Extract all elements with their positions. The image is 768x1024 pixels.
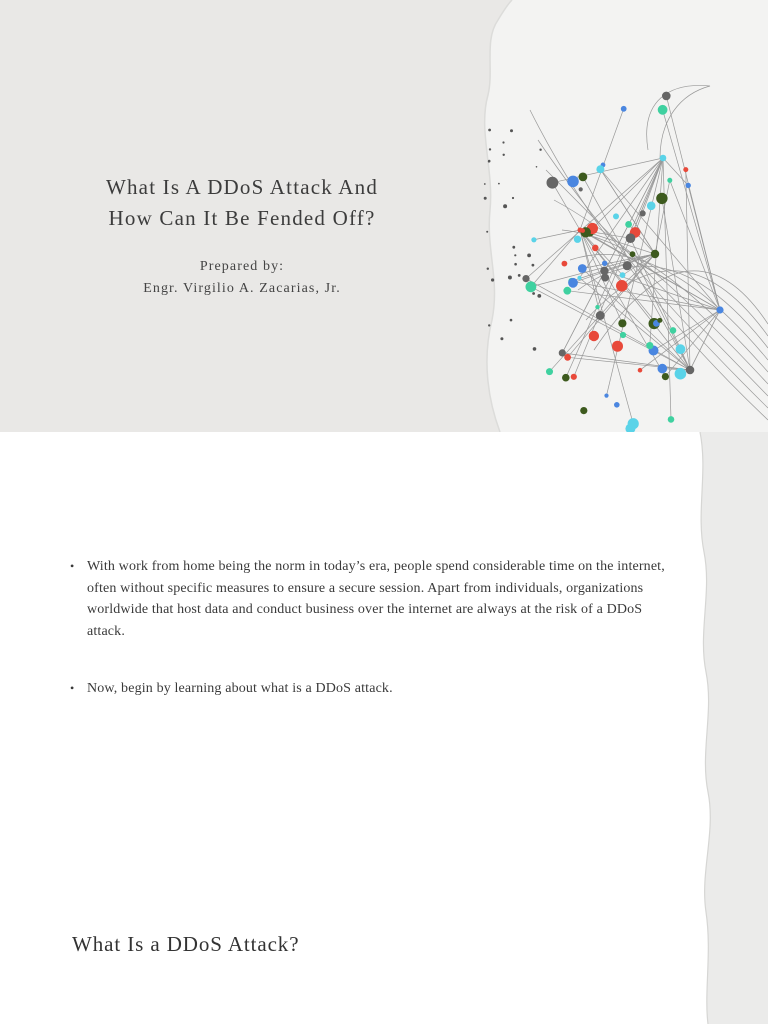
globe-node [595, 305, 599, 309]
globe-node [647, 202, 656, 211]
globe-node [625, 221, 632, 228]
globe-node [562, 261, 568, 267]
slide-title: What Is A DDoS Attack And How Can It Be Fended Off? [105, 175, 379, 230]
globe-node [638, 368, 643, 373]
globe-node [662, 373, 669, 380]
globe-node [623, 261, 632, 270]
globe-node [676, 344, 686, 354]
globe-node [562, 374, 570, 382]
globe-node [600, 267, 608, 275]
globe-node [675, 368, 687, 380]
globe-node [716, 306, 723, 313]
globe-node [596, 311, 605, 320]
globe-speck [500, 337, 503, 340]
bullet-marker: • [70, 681, 75, 695]
title-slide [0, 0, 768, 432]
globe-node [567, 176, 579, 188]
globe-speck [489, 148, 491, 150]
globe-speck [532, 264, 535, 267]
globe-node [526, 281, 537, 292]
globe-speck [488, 324, 490, 326]
globe-node [620, 332, 626, 338]
globe-arc [647, 85, 710, 158]
globe-link [562, 353, 690, 370]
globe-node [589, 331, 599, 341]
globe-node [668, 416, 675, 423]
globe-node [662, 92, 671, 101]
globe-node [579, 173, 588, 182]
globe-node [683, 167, 688, 172]
bullet-marker: • [70, 559, 75, 573]
globe-node [592, 245, 599, 252]
bullet-text: Now, begin by learning about what is a DDoS attack. [87, 681, 393, 696]
globe-node [547, 177, 559, 189]
globe-node [616, 280, 628, 292]
prepared-by-label: Prepared by: [199, 259, 285, 274]
globe-node [686, 183, 691, 188]
globe-speck [488, 129, 491, 132]
globe-speck [539, 149, 541, 151]
globe-speck [514, 263, 517, 266]
globe-speck [537, 294, 541, 298]
globe-node [686, 366, 695, 375]
globe-node [577, 276, 581, 280]
globe-node [620, 272, 626, 278]
globe-node [522, 275, 529, 282]
globe-node [640, 210, 646, 216]
globe-node [574, 236, 581, 243]
globe-speck [491, 278, 494, 281]
globe-node [618, 319, 626, 327]
globe-link [663, 158, 688, 185]
globe-speck [498, 183, 500, 185]
content-slide [0, 432, 768, 1024]
globe-node [657, 318, 662, 323]
globe-node [546, 368, 553, 375]
bullet-text: With work from home being the norm in today’s era, people spend considerable time on the internet, often without specific measures to ensure a secure session. Apart from individuals, organizations worldwide that host data and conduct business over the internet are always at the risk of a DDoS attack. [87, 559, 665, 639]
globe-node [613, 213, 619, 219]
globe-node [563, 287, 571, 295]
globe-node [604, 394, 608, 398]
globe-node [564, 354, 571, 361]
globe-speck [532, 292, 535, 295]
bullet-item [70, 556, 670, 642]
globe-node [651, 250, 659, 258]
section-heading: What Is a DDoS Attack? [72, 932, 300, 956]
network-globe-illustration [470, 80, 768, 432]
globe-speck [508, 276, 512, 280]
globe-node [656, 193, 667, 204]
globe-node [596, 165, 604, 173]
globe-node [614, 402, 620, 408]
globe-speck [484, 183, 486, 185]
globe-node [578, 228, 583, 233]
globe-speck [512, 197, 514, 199]
globe-link [571, 281, 720, 310]
globe-speck [518, 274, 521, 277]
globe-speck [487, 268, 489, 270]
globe-speck [484, 197, 487, 200]
globe-node [658, 105, 668, 115]
globe-node [612, 341, 623, 352]
globe-node [568, 278, 578, 288]
globe-node [660, 155, 667, 162]
globe-speck [527, 254, 531, 258]
globe-node [531, 237, 536, 242]
globe-speck [533, 347, 537, 351]
globe-link [568, 357, 690, 370]
globe-node [578, 264, 587, 273]
globe-speck [512, 246, 515, 249]
globe-speck [502, 141, 504, 143]
globe-speck [486, 231, 488, 233]
globe-node [621, 106, 627, 112]
globe-speck [510, 319, 513, 322]
author-name: Engr. Virgilio A. Zacarias, Jr. [143, 281, 341, 296]
globe-link [665, 310, 720, 377]
globe-node [579, 187, 583, 191]
globe-node [630, 251, 636, 257]
globe-arc [562, 230, 768, 372]
globe-node [571, 374, 577, 380]
globe-link [655, 180, 670, 254]
globe-node [646, 342, 653, 349]
globe-node [602, 261, 607, 266]
globe-link [663, 110, 720, 310]
globe-node [626, 233, 636, 243]
globe-node [670, 327, 677, 334]
bullet-list [70, 556, 670, 736]
globe-link [686, 170, 690, 370]
globe-speck [510, 129, 513, 132]
globe-speck [503, 154, 505, 156]
globe-speck [488, 161, 490, 163]
bullet-item [70, 678, 670, 700]
globe-speck [514, 254, 516, 256]
globe-speck [503, 204, 507, 208]
globe-speck [536, 166, 538, 168]
globe-node [580, 407, 587, 414]
globe-node [667, 178, 672, 183]
globe-node [658, 364, 668, 374]
title-block [40, 172, 444, 300]
